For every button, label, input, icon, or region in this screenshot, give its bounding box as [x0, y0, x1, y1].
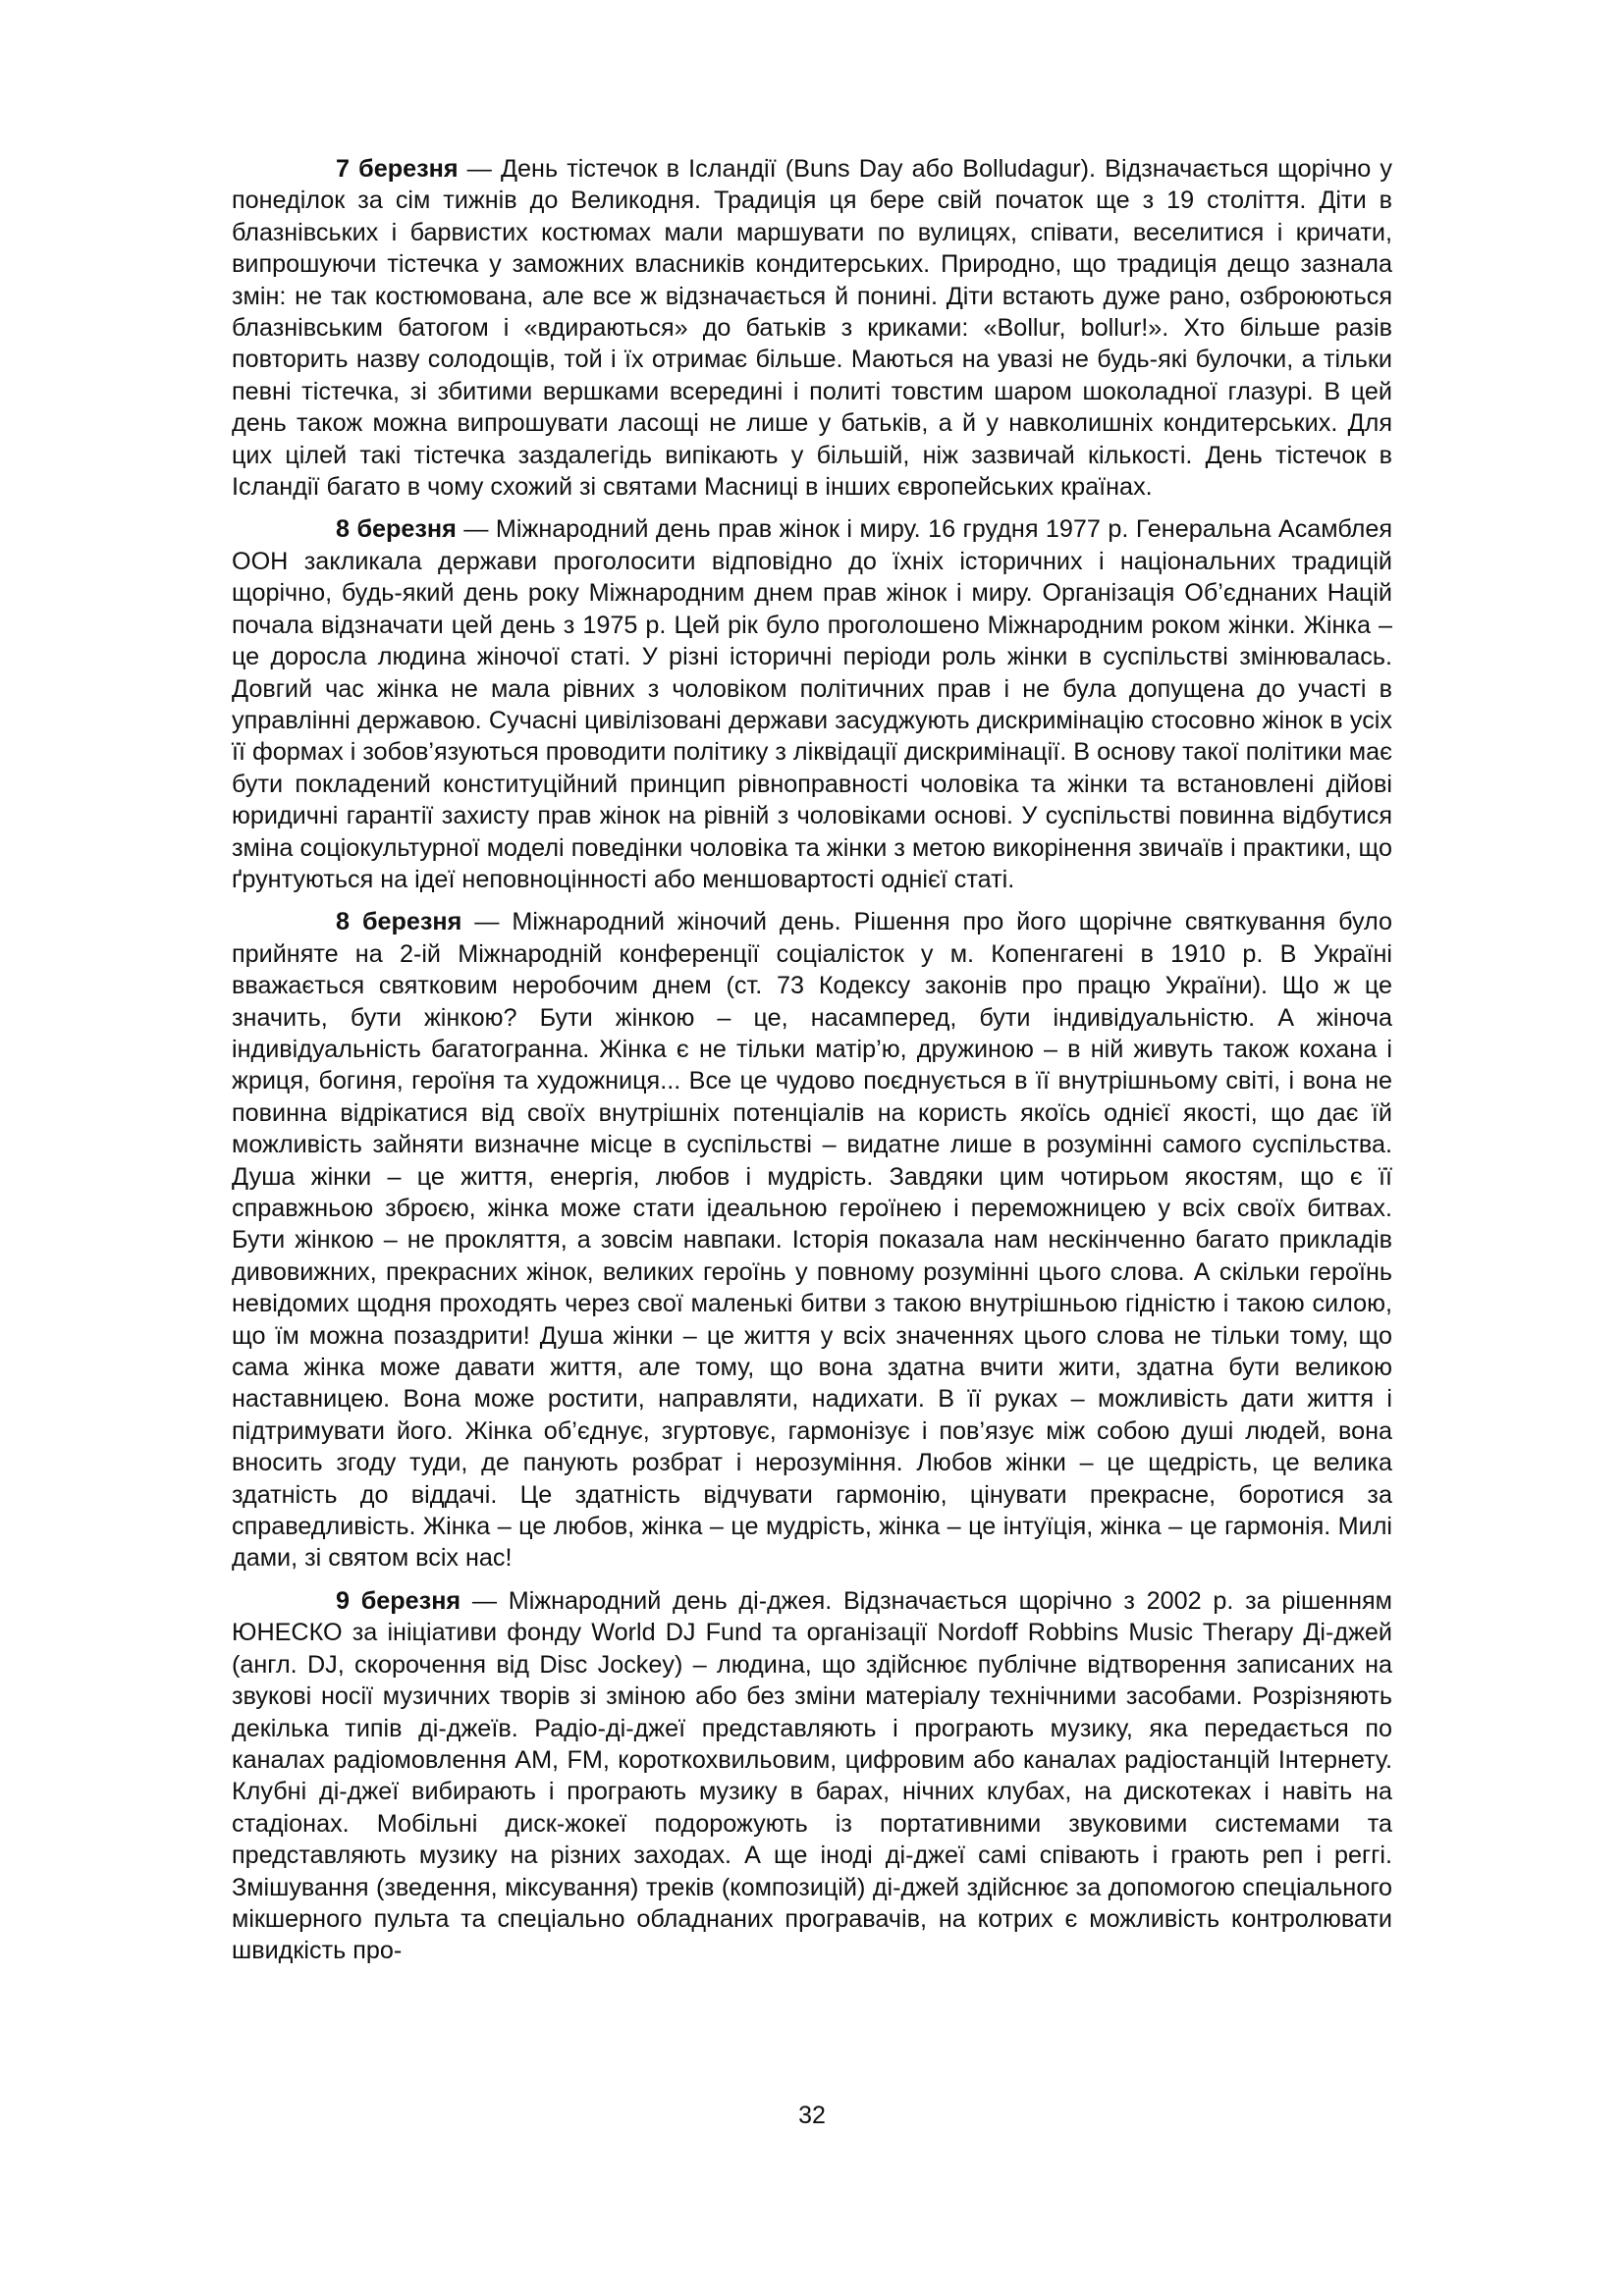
page-number: 32 — [798, 2102, 826, 2129]
entry-womens-day — [232, 906, 1392, 1575]
entry-buns-day — [232, 153, 1392, 503]
entry-date: 8 березня — [336, 908, 462, 936]
entry-text: — Міжнародний день прав жінок і миру. 16 грудня 1977 р. Генеральна Асамблея ООН закликала держави проголосити відповідно до їхніх історичних і національних традицій щорічно, будь-який день року Міжнародним днем прав жінок і миру. Організація Об’єднаних Націй почала відзначати цей день з 1975 р. Цей рік було проголошено Міжнародним роком жінки. Жінка – це доросла людина жіночої статі. У різні історичні періоди роль жінки в суспільстві змінювалась. Довгий час жінка не мала рівних з чоловіком політичних прав і не була допущена до участі в управлінні державою. Сучасні цивілізовані держави засуджують дискримінацію стосовно жінок в усіх її формах і зобов’язуються проводити політику з ліквідації дискримінації. В основу такої політики має бути покладений конституційний принцип рівноправності чоловіка та жінки та встановлені дійові юридичні гарантії захисту прав жінок на рівній з чоловіками основі. У суспільстві повинна відбутися зміна соціокультурної моделі поведінки чоловіка та жінки з метою викорінення звичаїв і практики, що ґрунтуються на ідеї неповноцінності або меншовартості однієї статі. — [232, 515, 1392, 893]
entry-text: — День тістечок в Ісландії (Buns Day або Bolludagur). Відзначається щорічно у понеділок за сім тижнів до Великодня. Традиція ця бере свій початок ще з 19 століття. Діти в блазнівських і барвистих костюмах мали маршувати по вулицях, співати, веселитися і кричати, випрошуючи тістечка у заможних власників кондитерських. Природно, що традиція дещо зазнала змін: не так костюмована, але все ж відзначається й понині. Діти встають дуже рано, озброюються блазнівським батогом і «вдираються» до батьків з криками: «Bollur, bollur!». Хто більше разів повторить назву солодощів, той і їх отримає більше. Маються на увазі не будь-які булочки, а тільки певні тістечка, зі збитими вершками всередині і политі товстим шаром шоколадної глазурі. В цей день також можна випрошувати ласощі не лише у батьків, а й у навколишніх кондитерських. Для цих цілей такі тістечка заздалегідь випікають у більшій, ніж зазвичай кількості. День тістечок в Ісландії багато в чому схожий зі святами Масниці в інших європейських країнах. — [232, 155, 1392, 502]
page-body — [232, 153, 1392, 1978]
entry-womens-rights-day — [232, 513, 1392, 895]
entry-date: 8 березня — [336, 515, 457, 544]
entry-dj-day — [232, 1585, 1392, 1967]
entry-date: 7 березня — [336, 155, 459, 183]
entry-date: 9 березня — [336, 1586, 461, 1615]
entry-text: — Міжнародний жіночий день. Рішення про його щорічне святкування було прийняте на 2-ій Міжнародній конференції соціалісток у м. Копенгагені в 1910 р. В Україні вважається святковим неробочим днем (ст. 73 Кодексу законів про працю України). Що ж це значить, бути жінкою? Бути жінкою – це, насамперед, бути індивідуальністю. А жіноча індивідуальність багатогранна. Жінка є не тільки матір’ю, дружиною – в ній живуть також кохана і жриця, богиня, героїня та художниця... Все це чудово поєднується в її внутрішньому світі, і вона не повинна відрікатися від своїх внутрішніх потенціалів на користь якоїсь однієї якості, що дає їй можливість зайняти визначне місце в суспільстві – видатне лише в розумінні самого суспільства. Душа жінки – це життя, енергія, любов і мудрість. Завдяки цим чотирьом якостям, що є її справжньою зброєю, жінка може стати ідеальною героїнею і переможницею у всіх своїх битвах. Бути жінкою – не прокляття, а зовсім навпаки. Історія показала нам нескінченно багато прикладів дивовижних, прекрасних жінок, великих героїнь у повному розумінні цього слова. А скільки героїнь невідомих щодня проходять через свої маленькі битви з такою внутрішньою гідністю і такою силою, що їм можна позаздрити! Душа жінки – це життя у всіх значеннях цього слова не тільки тому, що сама жінка може давати життя, але тому, що вона здатна вчити жити, здатна бути великою наставницею. Вона може ростити, направляти, надихати. В її руках – можливість дати життя і підтримувати його. Жінка об’єднує, згуртовує, гармонізує і пов’язує між собою душі людей, вона вносить згоду туди, де панують розбрат і нерозуміння. Любов жінки – це щедрість, це велика здатність до віддачі. Це здатність відчувати гармонію, цінувати прекрасне, боротися за справедливість. Жінка – це любов, жінка – це мудрість, жінка – це інтуїція, жінка – це гармонія. Милі дами, зі святом всіх нас! — [232, 908, 1392, 1573]
entry-text: — Міжнародний день ді-джея. Відзначається щорічно з 2002 р. за рішенням ЮНЕСКО за ініціативи фонду World DJ Fund та організації Nordoff Robbins Music Therapy Ді-джей (англ. DJ, скорочення від Disc Jockey) – людина, що здійснює публічне відтворення записаних на звукові носії музичних творів зі зміною або без зміни матеріалу технічними засобами. Розрізняють декілька типів ді-джеїв. Радіо-ді-джеї представляють і програють музику, яка передається по каналах радіомовлення AM, FM, короткохвильовим, цифровим або каналах радіостанцій Інтернету. Клубні ді-джеї вибирають і програють музику в барах, нічних клубах, на дискотеках і навіть на стадіонах. Мобільні диск-жокеї подорожують із портативними звуковими системами та представляють музику на різних заходах. А ще іноді ді-джеї самі співають і грають реп і реггі. Змішування (зведення, міксування) треків (композицій) ді-джей здійснює за допомогою спеціального мікшерного пульта та спеціально обладнаних програвачів, на котрих є можливість контролювати швидкість про- — [232, 1586, 1392, 1965]
